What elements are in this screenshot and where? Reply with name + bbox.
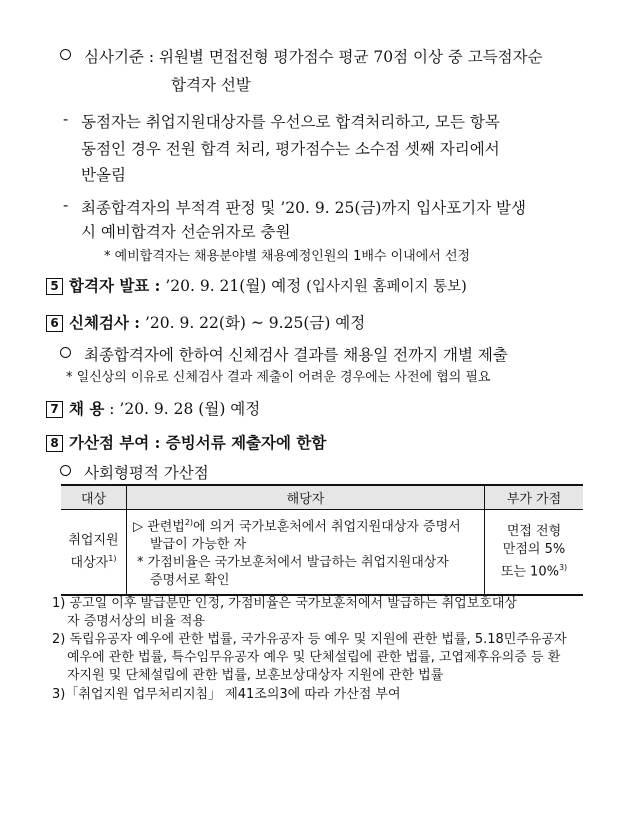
- section-5-body: ’20. 9. 21(월) 예정: [165, 277, 302, 295]
- section-6-note: * 일신상의 이유로 신체검사 결과 제출이 어려운 경우에는 사전에 협의 필요: [66, 370, 491, 385]
- section-8-sub: 사회형평적 가산점: [60, 461, 209, 483]
- bullet-circle-icon: [60, 49, 71, 60]
- cell-eligible: ▷ 관련법$^{2)}$에 의거 국가보훈처에서 취업지원대상자 증명서 발급이 가능한 자 * 가점비율은 국가보훈처에서 발급하는 취업지원대상자 증명서로 확인: [127, 510, 485, 596]
- disq-line-2: 시 예비합격자 선순위자로 충원: [81, 223, 291, 241]
- disq-dash: -: [63, 196, 69, 214]
- section-6-title: 신체검사 :: [69, 313, 141, 332]
- disq-line-1: 최종합격자의 부적격 판정 및 ’20. 9. 25(금)까지 입사포기자 발생: [81, 199, 527, 217]
- criteria-line-2: 합격자 선발: [171, 76, 251, 94]
- tie-line-2: 동점인 경우 전원 합격 처리, 평가점수는 소수점 셋째 자리에서: [81, 140, 500, 158]
- section-5: [46, 274, 467, 296]
- section-5-paren: (입사지원 홈페이지 통보): [306, 279, 467, 295]
- cell-bonus: 면접 전형 만점의 5% 또는 10%$^{3)}$: [485, 510, 584, 596]
- tie-dash: -: [63, 110, 69, 128]
- header-eligible: 해당자: [127, 485, 485, 510]
- footnote-2c: 자지원 및 단체설립에 관한 법률, 보훈보상대상자 지원에 관한 법률: [67, 668, 444, 683]
- disq-note: * 예비합격자는 채용분야별 채용예정인원의 1배수 이내에서 선정: [104, 249, 471, 264]
- section-8-title: 가산점 부여 : 증빙서류 제출자에 한함: [69, 433, 327, 452]
- section-number-7: 7: [46, 401, 63, 418]
- section-6: [46, 311, 365, 333]
- section-7-title: 채 용: [69, 399, 105, 418]
- section-6-body: ’20. 9. 22(화) ~ 9.25(금) 예정: [144, 314, 366, 332]
- bonus-table: [61, 484, 583, 596]
- criteria-line-1: 심사기준 : 위원별 면접전형 평가점수 평균 70점 이상 중 고득점자순: [60, 45, 543, 67]
- section-5-title: 합격자 발표 :: [69, 276, 161, 295]
- header-bonus: 부가 가점: [485, 485, 584, 510]
- section-8: [46, 431, 326, 453]
- section-6-bullet: 최종합격자에 한하여 신체검사 결과를 채용일 전까지 개별 제출: [60, 343, 508, 365]
- footnote-2b: 예우에 관한 법률, 특수임무유공자 예우 및 단체설립에 관한 법률, 고엽제후유의증 등 환: [67, 650, 561, 665]
- bullet-circle-icon: [60, 347, 71, 358]
- table-header-row: [61, 485, 583, 510]
- section-number-5: 5: [46, 278, 63, 295]
- tie-line-1: 동점자는 취업지원대상자를 우선으로 합격처리하고, 모든 항목: [81, 113, 500, 131]
- cell-target: 취업지원 대상자$^{1)}$: [61, 510, 127, 596]
- section-number-6: 6: [46, 315, 63, 332]
- section-7-body: : ’20. 9. 28 (월) 예정: [109, 400, 261, 418]
- bullet-circle-icon: [60, 465, 71, 476]
- table-row: [61, 510, 583, 596]
- footnote-2a: 2) 독립유공자 예우에 관한 법률, 국가유공자 등 예우 및 지원에 관한 법률, 5.18민주유공자: [52, 632, 567, 647]
- header-target: 대상: [61, 485, 127, 510]
- section-number-8: 8: [46, 435, 63, 452]
- section-7: [46, 397, 260, 419]
- footnote-1b: 자 증명서상의 비율 적용: [67, 614, 205, 629]
- footnote-1a: 1) 공고일 이후 발급분만 인정, 가점비율은 국가보훈처에서 발급하는 취업보호대상: [52, 596, 517, 611]
- tie-line-3: 반올림: [81, 166, 126, 184]
- footnote-3: 3)「취업지원 업무처리지침」 제41조의3에 따라 가산점 부여: [52, 687, 401, 702]
